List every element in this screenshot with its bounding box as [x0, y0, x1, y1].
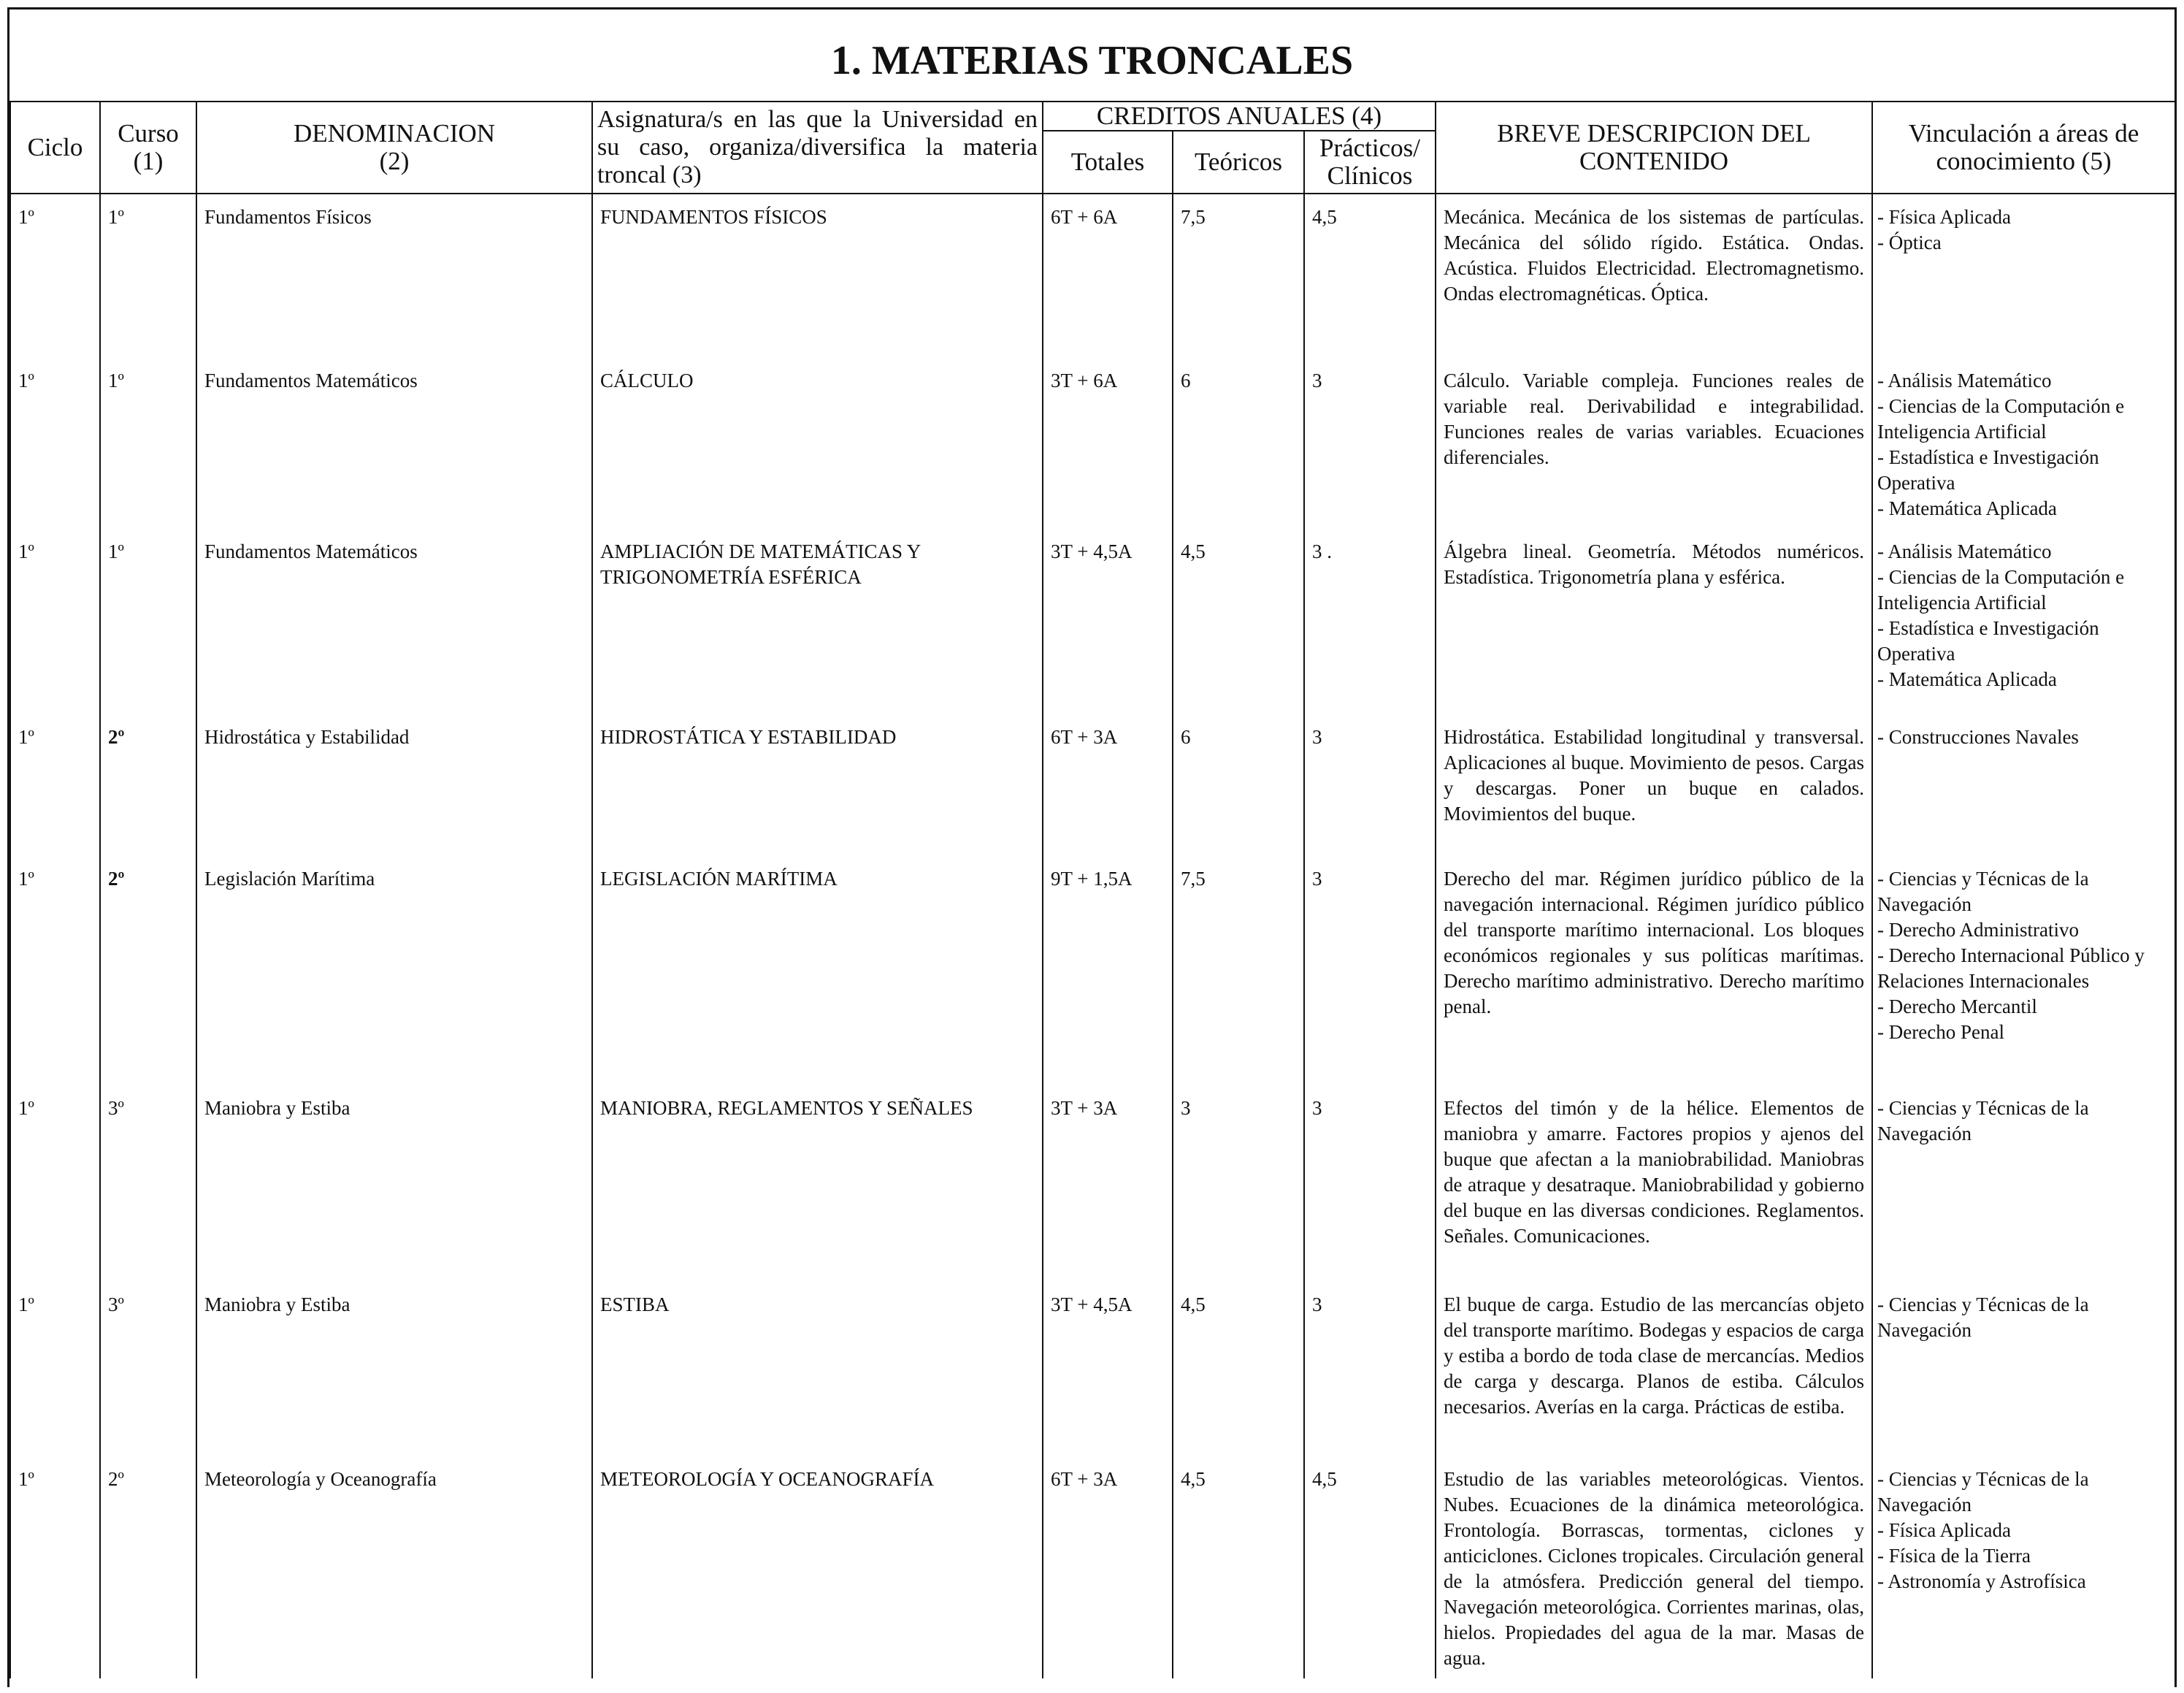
table-row — [10, 1282, 2175, 1456]
cell-practicos: 3 — [1304, 714, 1436, 856]
page-title: 1. MATERIAS TRONCALES — [830, 38, 1354, 83]
area-item: - Física Aplicada — [1877, 205, 2167, 230]
cell-teoricos: 7,5 — [1173, 856, 1304, 1085]
cell-curso: 1º — [100, 358, 196, 529]
header-practicos: Prácticos/ Clínicos — [1304, 131, 1436, 194]
area-item: - Física Aplicada — [1877, 1518, 2167, 1543]
cell-totales: 6T + 6A — [1043, 194, 1173, 358]
area-item: - Matemática Aplicada — [1877, 667, 2167, 692]
cell-curso: 1º — [100, 194, 196, 358]
cell-totales: 6T + 3A — [1043, 1456, 1173, 1678]
cell-descripcion: Álgebra lineal. Geometría. Métodos numéricos. Estadística. Trigonometría plana y esférica. — [1436, 529, 1872, 714]
cell-ciclo: 1º — [10, 194, 100, 358]
cell-descripcion: El buque de carga. Estudio de las mercancías objeto del transporte marítimo. Bodegas y espacios de carga y estiba a bordo de toda clase de mercancías. Medios de carga y descarga. Planos de estiba. Cálculos necesarios. Averías en la carga. Prácticas de estiba. — [1436, 1282, 1872, 1456]
area-item: - Análisis Matemático — [1877, 368, 2167, 394]
cell-areas — [1872, 1282, 2175, 1456]
cell-practicos: 3 — [1304, 358, 1436, 529]
cell-curso: 3º — [100, 1282, 196, 1456]
table-row — [10, 358, 2175, 529]
area-item: - Astronomía y Astrofísica — [1877, 1569, 2167, 1594]
cell-denominacion: Fundamentos Físicos — [196, 194, 592, 358]
area-item: - Ciencias de la Computación e Inteligencia Artificial — [1877, 394, 2167, 445]
area-item: - Derecho Penal — [1877, 1020, 2167, 1045]
cell-areas — [1872, 856, 2175, 1085]
cell-teoricos: 7,5 — [1173, 194, 1304, 358]
cell-descripcion: Cálculo. Variable compleja. Funciones reales de variable real. Derivabilidad e integrabilidad. Funciones reales de varias variables. Ecuaciones diferenciales. — [1436, 358, 1872, 529]
cell-descripcion: Efectos del timón y de la hélice. Elementos de maniobra y amarre. Factores propios y ajenos del buque que afectan a la maniobrabilidad. Maniobras de atraque y desatraque. Maniobrabilidad y gobierno del buque en las diversas condiciones. Reglamentos. Señales. Comunicaciones. — [1436, 1085, 1872, 1282]
cell-areas — [1872, 194, 2175, 358]
area-item: - Ciencias y Técnicas de la Navegación — [1877, 1096, 2167, 1147]
cell-teoricos: 4,5 — [1173, 1456, 1304, 1678]
cell-asignatura: AMPLIACIÓN DE MATEMÁTICAS Y TRIGONOMETRÍA ESFÉRICA — [592, 529, 1043, 714]
cell-curso: 2º — [100, 714, 196, 856]
cell-ciclo: 1º — [10, 529, 100, 714]
cell-areas — [1872, 1085, 2175, 1282]
cell-teoricos: 6 — [1173, 358, 1304, 529]
cell-ciclo: 1º — [10, 1282, 100, 1456]
area-item: - Derecho Administrativo — [1877, 917, 2167, 943]
header-curso-label: Curso — [118, 119, 179, 148]
cell-practicos: 4,5 — [1304, 194, 1436, 358]
cell-asignatura: CÁLCULO — [592, 358, 1043, 529]
area-item: - Ciencias y Técnicas de la Navegación — [1877, 1292, 2167, 1343]
cell-areas — [1872, 529, 2175, 714]
area-item: - Análisis Matemático — [1877, 539, 2167, 565]
cell-ciclo: 1º — [10, 1085, 100, 1282]
table-row — [10, 714, 2175, 856]
cell-denominacion: Meteorología y Oceanografía — [196, 1456, 592, 1678]
cell-denominacion: Fundamentos Matemáticos — [196, 529, 592, 714]
area-item: - Ciencias y Técnicas de la Navegación — [1877, 866, 2167, 917]
table-row — [10, 856, 2175, 1085]
header-denominacion-label: DENOMINACION — [293, 119, 496, 148]
header-descripcion: BREVE DESCRIPCION DEL CONTENIDO — [1436, 102, 1872, 194]
cell-curso: 2º — [100, 856, 196, 1085]
cell-denominacion: Hidrostática y Estabilidad — [196, 714, 592, 856]
cell-areas — [1872, 1456, 2175, 1678]
cell-areas — [1872, 714, 2175, 856]
cell-teoricos: 6 — [1173, 714, 1304, 856]
cell-asignatura: METEOROLOGÍA Y OCEANOGRAFÍA — [592, 1456, 1043, 1678]
cell-totales: 3T + 4,5A — [1043, 1282, 1173, 1456]
cell-denominacion: Maniobra y Estiba — [196, 1085, 592, 1282]
cell-areas — [1872, 358, 2175, 529]
cell-asignatura: ESTIBA — [592, 1282, 1043, 1456]
table-row — [10, 529, 2175, 714]
cell-asignatura: LEGISLACIÓN MARÍTIMA — [592, 856, 1043, 1085]
area-item: - Ciencias y Técnicas de la Navegación — [1877, 1467, 2167, 1518]
cell-ciclo: 1º — [10, 1456, 100, 1678]
header-totales: Totales — [1043, 131, 1173, 194]
table-row — [10, 194, 2175, 358]
header-creditos: CREDITOS ANUALES (4) — [1043, 102, 1436, 131]
cell-descripcion: Hidrostática. Estabilidad longitudinal y transversal. Aplicaciones al buque. Movimiento de pesos. Cargas y descargas. Poner un buque en calados. Movimientos del buque. — [1436, 714, 1872, 856]
table-row — [10, 1456, 2175, 1678]
cell-denominacion: Maniobra y Estiba — [196, 1282, 592, 1456]
cell-practicos: 3 — [1304, 856, 1436, 1085]
cell-teoricos: 4,5 — [1173, 529, 1304, 714]
document-frame — [7, 7, 2177, 1687]
area-item: - Estadística e Investigación Operativa — [1877, 616, 2167, 667]
cell-totales: 9T + 1,5A — [1043, 856, 1173, 1085]
area-item: - Construcciones Navales — [1877, 725, 2167, 750]
cell-asignatura: MANIOBRA, REGLAMENTOS Y SEÑALES — [592, 1085, 1043, 1282]
cell-ciclo: 1º — [10, 714, 100, 856]
header-curso — [100, 102, 196, 194]
cell-denominacion: Legislación Marítima — [196, 856, 592, 1085]
cell-curso: 3º — [100, 1085, 196, 1282]
cell-totales: 3T + 6A — [1043, 358, 1173, 529]
header-vinculacion: Vinculación a áreas de conocimiento (5) — [1872, 102, 2175, 194]
area-item: - Estadística e Investigación Operativa — [1877, 445, 2167, 496]
cell-denominacion: Fundamentos Matemáticos — [196, 358, 592, 529]
cell-practicos: 3 . — [1304, 529, 1436, 714]
cell-practicos: 4,5 — [1304, 1456, 1436, 1678]
header-denominacion — [196, 102, 592, 194]
cell-descripcion: Estudio de las variables meteorológicas. Vientos. Nubes. Ecuaciones de la dinámica meteorológica. Frontología. Borrascas, tormentas, ciclones y anticiclones. Ciclones tropicales. Circulación general de la atmósfera. Predicción general del tiempo. Navegación meteorológica. Corrientes marinas, olas, hielos. Propiedades del agua de la mar. Masas de agua. — [1436, 1456, 1872, 1678]
cell-totales: 3T + 4,5A — [1043, 529, 1173, 714]
header-denominacion-note: (2) — [379, 147, 410, 175]
cell-practicos: 3 — [1304, 1282, 1436, 1456]
area-item: - Derecho Internacional Público y Relaciones Internacionales — [1877, 943, 2167, 994]
cell-curso: 2º — [100, 1456, 196, 1678]
cell-ciclo: 1º — [10, 358, 100, 529]
area-item: - Matemática Aplicada — [1877, 496, 2167, 521]
cell-asignatura: FUNDAMENTOS FÍSICOS — [592, 194, 1043, 358]
area-item: - Óptica — [1877, 230, 2167, 256]
cell-descripcion: Derecho del mar. Régimen jurídico público de la navegación internacional. Régimen jurídico público del transporte marítimo internacional. Los bloques económicos regionales y sus políticas marítimas. Derecho marítimo administrativo. Derecho marítimo penal. — [1436, 856, 1872, 1085]
area-item: - Derecho Mercantil — [1877, 994, 2167, 1020]
cell-curso: 1º — [100, 529, 196, 714]
cell-asignatura: HIDROSTÁTICA Y ESTABILIDAD — [592, 714, 1043, 856]
header-teoricos: Teóricos — [1173, 131, 1304, 194]
area-item: - Física de la Tierra — [1877, 1543, 2167, 1569]
table-body — [10, 194, 2175, 1678]
cell-totales: 6T + 3A — [1043, 714, 1173, 856]
header-curso-note: (1) — [133, 147, 164, 175]
header-ciclo: Ciclo — [10, 102, 100, 194]
area-item: - Ciencias de la Computación e Inteligencia Artificial — [1877, 565, 2167, 616]
cell-teoricos: 3 — [1173, 1085, 1304, 1282]
cell-practicos: 3 — [1304, 1085, 1436, 1282]
table-row — [10, 1085, 2175, 1282]
cell-teoricos: 4,5 — [1173, 1282, 1304, 1456]
header-asignatura: Asignatura/s en las que la Universidad en su caso, organiza/diversifica la materia troncal (3) — [592, 102, 1043, 194]
cell-totales: 3T + 3A — [1043, 1085, 1173, 1282]
materias-table — [9, 101, 2176, 1678]
cell-descripcion: Mecánica. Mecánica de los sistemas de partículas. Mecánica del sólido rígido. Estática. Ondas. Acústica. Fluidos Electricidad. Electromagnetismo. Ondas electromagnéticas. Óptica. — [1436, 194, 1872, 358]
cell-ciclo: 1º — [10, 856, 100, 1085]
